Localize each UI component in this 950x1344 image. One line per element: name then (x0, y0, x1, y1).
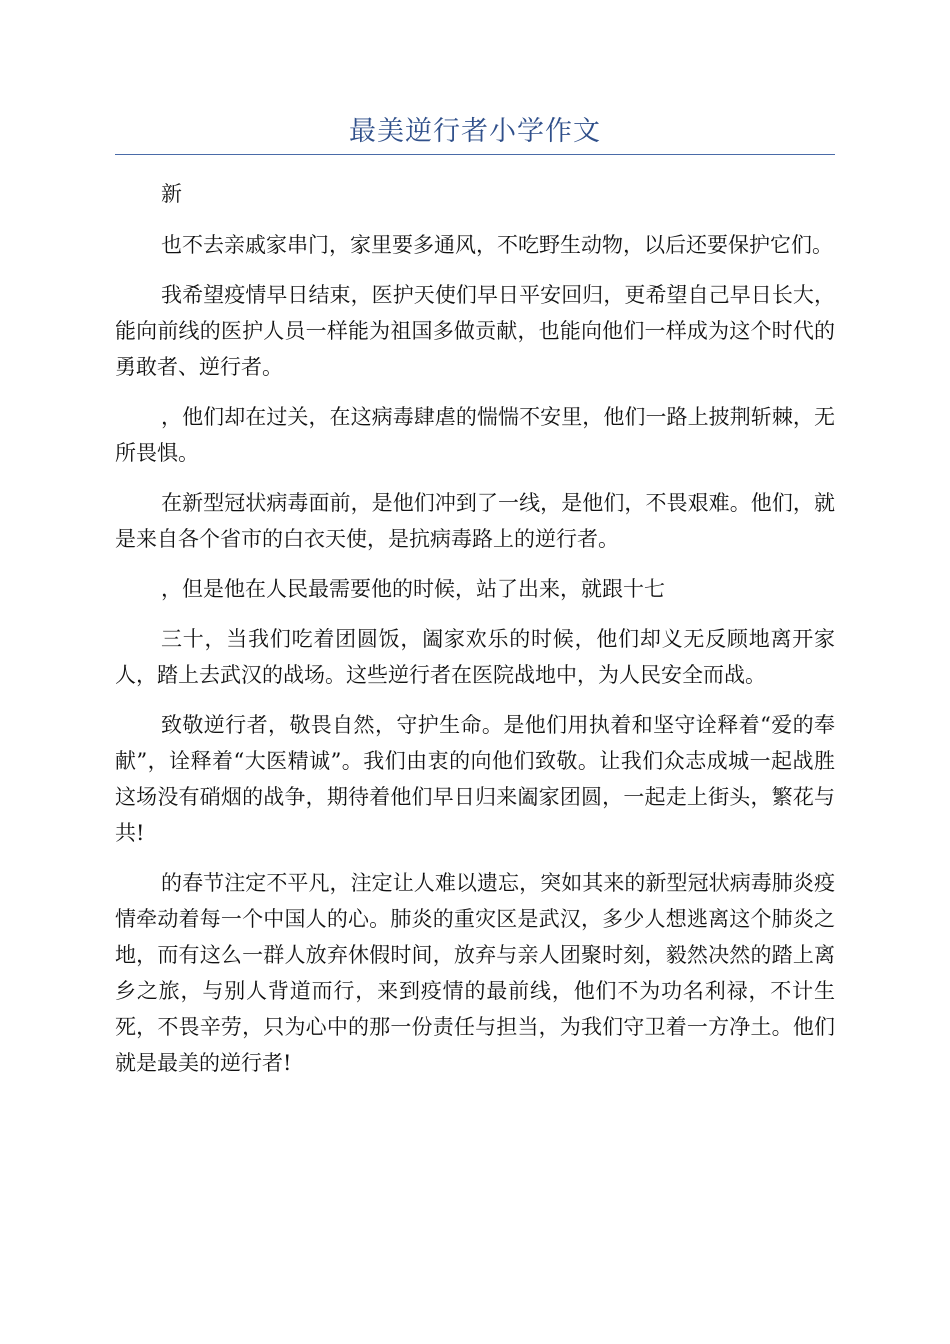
document-title: 最美逆行者小学作文 (349, 116, 601, 147)
paragraph-5: 在新型冠状病毒面前，是他们冲到了一线，是他们，不畏艰难。他们，就是来自各个省市的白衣天使，是抗病毒路上的逆行者。 (115, 491, 835, 551)
paragraph-2: 也不去亲戚家串门，家里要多通风，不吃野生动物，以后还要保护它们。 (161, 233, 833, 257)
paragraph-8: 致敬逆行者，敬畏自然，守护生命。是他们用执着和坚守诠释着“爱的奉献”，诠释着“大医精诚”。我们由衷的向他们致敬。让我们众志成城一起战胜这场没有硝烟的战争，期待着他们早日归来阖家团圆，一起走上街头，繁花与共! (115, 713, 835, 845)
document-body (115, 176, 835, 1095)
paragraph-9: 的春节注定不平凡，注定让人难以遗忘，突如其来的新型冠状病毒肺炎疫情牵动着每一个中国人的心。肺炎的重灾区是武汉，多少人想逃离这个肺炎之地，而有这么一群人放弃休假时间，放弃与亲人团聚时刻，毅然决然的踏上离乡之旅，与别人背道而行，来到疫情的最前线，他们不为功名利禄，不计生死，不畏辛劳，只为心中的那一份责任与担当，为我们守卫着一方净土。他们就是最美的逆行者! (115, 871, 835, 1075)
paragraph-4: ，他们却在过关，在这病毒肆虐的惴惴不安里，他们一路上披荆斩棘，无所畏惧。 (115, 405, 835, 465)
paragraph-7: 三十，当我们吃着团圆饭，阖家欢乐的时候，他们却义无反顾地离开家人，踏上去武汉的战场。这些逆行者在医院战地中，为人民安全而战。 (115, 627, 835, 687)
title-underline (115, 154, 835, 155)
paragraph-1: 新 (161, 182, 182, 206)
paragraph-3: 我希望疫情早日结束，医护天使们早日平安回归，更希望自己早日长大，能向前线的医护人员一样能为祖国多做贡献，也能向他们一样成为这个时代的勇敢者、逆行者。 (115, 283, 835, 379)
paragraph-6: ，但是他在人民最需要他的时候，站了出来，就跟十七 (161, 577, 665, 601)
